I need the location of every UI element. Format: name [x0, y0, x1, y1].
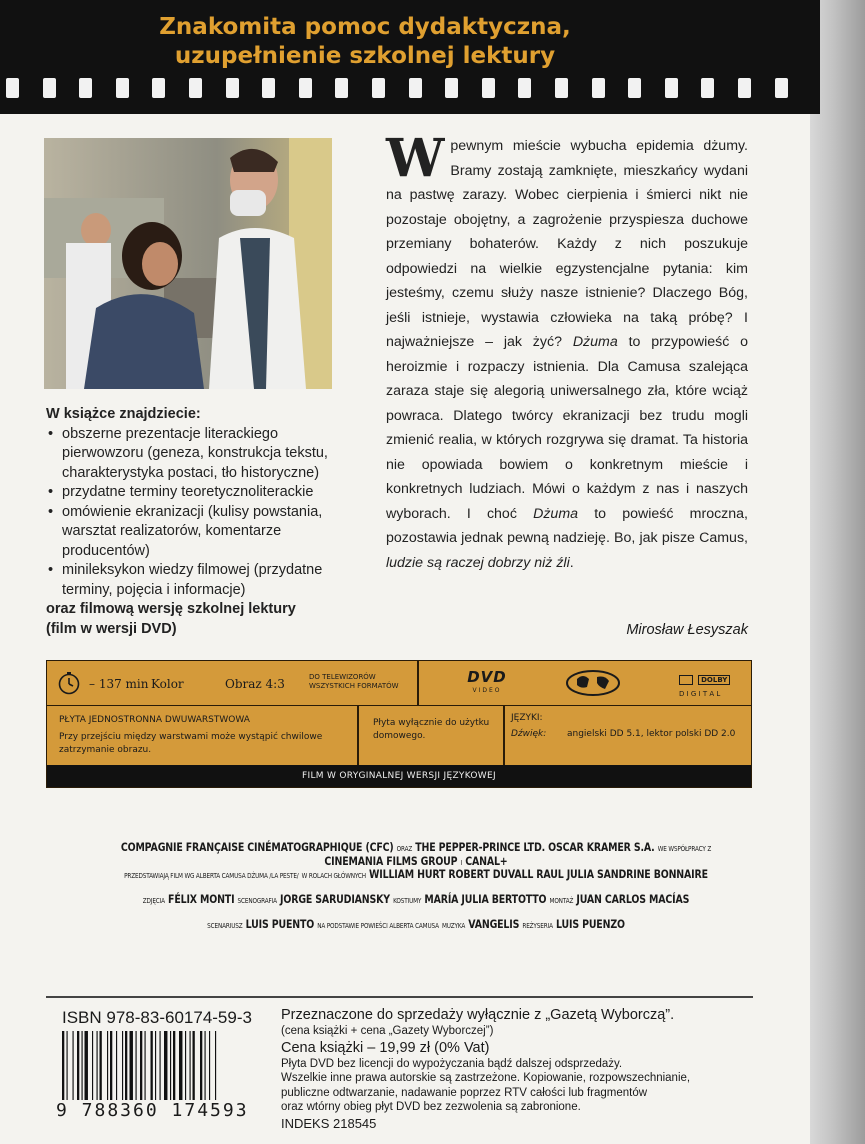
- dvd-logo-text: DVD: [467, 668, 507, 686]
- original-language-footer: FILM W ORYGINALNEJ WERSJI JĘZYKOWEJ: [47, 765, 751, 787]
- feature-item: • przydatne terminy teoretycznoliterackie: [46, 483, 356, 503]
- credit-small: NA PODSTAWIE POWIEŚCI ALBERTA CAMUSA: [317, 922, 439, 930]
- film-perforation: [628, 78, 641, 98]
- section-divider: [46, 996, 753, 998]
- credit-text: LUIS PUENTO: [245, 917, 315, 931]
- credit-text: JORGE SARUDIANSKY: [280, 892, 390, 906]
- feature-item: • minileksykon wiedzy filmowej (przydatne terminy, pojęcia i informacje): [46, 561, 356, 600]
- dvd-logo-sub: VIDEO: [472, 687, 502, 694]
- credit-text: COMPAGNIE FRANÇAISE CINÉMATOGRAPHIQUE (CFC): [120, 840, 394, 854]
- credit-small: W ROLACH GŁÓWNYCH: [301, 872, 366, 880]
- disc-note-2: zatrzymanie obrazu.: [59, 745, 152, 755]
- drop-cap: W: [386, 128, 445, 189]
- legal-line: oraz wtórny obieg płyt DVD bez zezwolenia są zabronione.: [281, 1101, 581, 1113]
- dolby-logo-sub: D I G I T A L: [679, 690, 721, 698]
- credit-text: CINEMANIA FILMS GROUP: [324, 854, 458, 868]
- credits-line-2: [113, 867, 720, 881]
- film-perforation: [116, 78, 129, 98]
- tv-formats: [309, 673, 399, 691]
- credit-small: MUZYKA: [441, 922, 466, 930]
- credit-text: LUIS PUENZO: [555, 917, 625, 931]
- film-perforation: [592, 78, 605, 98]
- index-number: INDEKS 218545: [281, 1115, 377, 1131]
- credit-small: SCENARIUSZ: [207, 922, 243, 930]
- feature-item: • obszerne prezentacje literackiego pierwowzoru (geneza, konstrukcja tekstu, charakterystyka postaci, tło historyczne): [46, 425, 356, 484]
- film-perforation: [189, 78, 202, 98]
- legal-line: Wszelkie inne prawa autorskie są zastrzeżone. Kopiowanie, rozpowszechnianie,: [281, 1072, 691, 1084]
- features-list: [46, 405, 356, 639]
- legal-line: Przeznaczone do sprzedaży wyłącznie z „Gazetą Wyborczą”.: [281, 1007, 675, 1023]
- disc-note: [59, 731, 322, 757]
- credit-text: MARÍA JULIA BERTOTTO: [424, 892, 547, 906]
- legal-notice: [281, 1006, 751, 1133]
- clock-icon: [57, 671, 81, 695]
- film-perforation: [299, 78, 312, 98]
- cover-spine: [810, 0, 865, 1144]
- features-extra-1: oraz filmową wersję szkolnej lektury: [46, 601, 296, 617]
- disc-note-1: Przy przejściu między warstwami może wystąpić chwilowe: [59, 732, 323, 742]
- film-perforation: [372, 78, 385, 98]
- home-use-note: [373, 717, 489, 743]
- price-line: Cena książki – 19,99 zł (0% Vat): [281, 1039, 490, 1056]
- credit-text: VANGELIS: [468, 917, 520, 931]
- tv-formats-line-2: WSZYSTKICH FORMATÓW: [309, 682, 399, 690]
- author-signature: Mirosław Łesyszak: [626, 622, 748, 638]
- film-perforation: [262, 78, 275, 98]
- film-perforation: [738, 78, 751, 98]
- region-globe-icon: [565, 669, 621, 697]
- film-perforation: [79, 78, 92, 98]
- sound-label: Dźwięk:: [511, 729, 547, 739]
- credit-text: CANAL+: [465, 854, 508, 868]
- film-perforation: [6, 78, 19, 98]
- legal-line: Płyta DVD bez licencji do wypożyczania bądź dalszej odsprzedaży.: [281, 1057, 623, 1070]
- home-use-line-1: Płyta wyłącznie do użytku: [373, 718, 490, 728]
- film-perforations: [6, 78, 806, 100]
- book-description: [386, 128, 749, 575]
- features-heading: W książce znajdziecie:: [46, 406, 201, 422]
- barcode-digits: 9 788360 174593: [56, 1100, 249, 1121]
- description-text: pewnym mieście wybucha epidemia dżumy. Bramy zostają zamknięte, mieszkańcy wydani na pastwę zarazy. Wobec cierpienia i śmierci nikt nie pozostaje obojętny, a zagrożenie przyspiesza duchowe przemiany bohaterów. Każdy z nich poszukuje odpowiedzi na wielkie egzystencjalne pytania: kim jesteśmy, czemu służy nasze istnienie? Dlaczego Bóg, jeśli istnieje, wystawia człowieka na taką próbę? I najważniejsze – jak żyć?: [386, 138, 748, 350]
- film-perforation: [335, 78, 348, 98]
- spec-row-middle: [47, 705, 751, 767]
- disc-title: PŁYTA JEDNOSTRONNA DWUWARSTWOWA: [59, 715, 250, 725]
- dvd-video-logo: [457, 668, 517, 694]
- credit-text: THE PEPPER-PRINCE LTD. OSCAR KRAMER S.A.: [415, 840, 655, 854]
- film-perforation: [518, 78, 531, 98]
- features-extra-2: (film w wersji DVD): [46, 620, 177, 637]
- description-text: to powieść mroczna, pozostawia jednak pewną nadzieję. Bo, jak pisze Camus,: [386, 505, 748, 546]
- isbn-number: ISBN 978-83-60174-59-3: [62, 1008, 252, 1027]
- camus-quote: ludzie są raczej dobrzy niż źli: [386, 554, 570, 571]
- credit-small: MONTAŻ: [549, 897, 574, 905]
- legal-line: (cena książki + cena „Gazety Wyborczej”): [281, 1025, 494, 1037]
- credit-small: ZDJĘCIA: [142, 897, 165, 905]
- credits-line-1: [113, 840, 720, 868]
- credit-text: JUAN CARLOS MACÍAS: [576, 892, 690, 906]
- film-still-photo: [44, 138, 332, 389]
- aspect-ratio: Obraz 4:3: [225, 677, 285, 691]
- credit-text: WILLIAM HURT ROBERT DUVALL RAUL JULIA SANDRINE BONNAIRE: [369, 867, 708, 881]
- title-italic: Dżuma: [533, 505, 579, 522]
- film-perforation: [701, 78, 714, 98]
- sound-value: angielski DD 5.1, lektor polski DD 2.0: [567, 729, 736, 739]
- credit-small: REŻYSERIA: [522, 922, 553, 930]
- credit-small: I: [460, 859, 463, 867]
- credits-line-3: [113, 892, 720, 906]
- spec-row-top: [47, 661, 751, 706]
- legal-line: publiczne odtwarzanie, nadawanie poprzez RTV całości lub fragmentów: [281, 1086, 648, 1099]
- description-end: .: [569, 554, 574, 571]
- credit-text: FÉLIX MONTI: [168, 892, 235, 906]
- credit-small: WE WSPÓŁPRACY Z: [657, 845, 712, 853]
- film-perforation: [665, 78, 678, 98]
- film-perforation: [226, 78, 239, 98]
- header-line-2: uzupełnienie szkolnej lektury: [174, 43, 556, 69]
- credit-small: KOSTIUMY: [393, 897, 422, 905]
- languages-label: JĘZYKI:: [511, 713, 543, 723]
- tv-formats-line-1: DO TELEWIZORÓW: [309, 673, 376, 681]
- dolby-digital-logo: [679, 669, 741, 698]
- home-use-line-2: domowego.: [373, 731, 426, 741]
- film-perforation: [555, 78, 568, 98]
- dolby-logo-text: DOLBY: [698, 675, 730, 685]
- film-perforation: [482, 78, 495, 98]
- title-italic: Dżuma: [572, 334, 618, 350]
- film-perforation: [445, 78, 458, 98]
- dolby-double-d-icon: [679, 675, 693, 685]
- dvd-spec-box: [46, 660, 752, 788]
- credit-small: SCENOGRAFIA: [237, 897, 277, 905]
- color-info: Kolor: [151, 677, 184, 691]
- credit-small: PRZEDSTAWIAJĄ FILM WG ALBERTA CAMUSA DŻUMA /LA PESTE/: [124, 872, 299, 880]
- film-perforation: [409, 78, 422, 98]
- film-perforation: [152, 78, 165, 98]
- description-text: to przypowieść o heroizmie i rozpaczy istnienia. Dla Camusa szalejąca zaraza staje się alegorią uniwersalnego zła, które wciąż powraca. Dlatego twórcy ekranizacji bez trudu mogli zmienić realia, w których rozgrywa się dramat. Ta historia nie opowiada bowiem o konkretnym mieście i konkretnych ludziach. Mówi o każdym z nas i naszych wyborach. I choć: [386, 334, 749, 522]
- duration: – 137 min: [89, 677, 149, 691]
- film-perforation: [43, 78, 56, 98]
- filmstrip-header: [0, 0, 820, 114]
- film-perforation: [775, 78, 788, 98]
- credit-small: ORAZ: [396, 845, 413, 853]
- feature-item: • omówienie ekranizacji (kulisy powstania, warsztat realizatorów, komentarze producentów): [46, 503, 356, 562]
- header-line-1: Znakomita pomoc dydaktyczna,: [159, 14, 571, 40]
- svg-text:0: 0: [589, 677, 597, 690]
- credits-line-4: [113, 917, 720, 931]
